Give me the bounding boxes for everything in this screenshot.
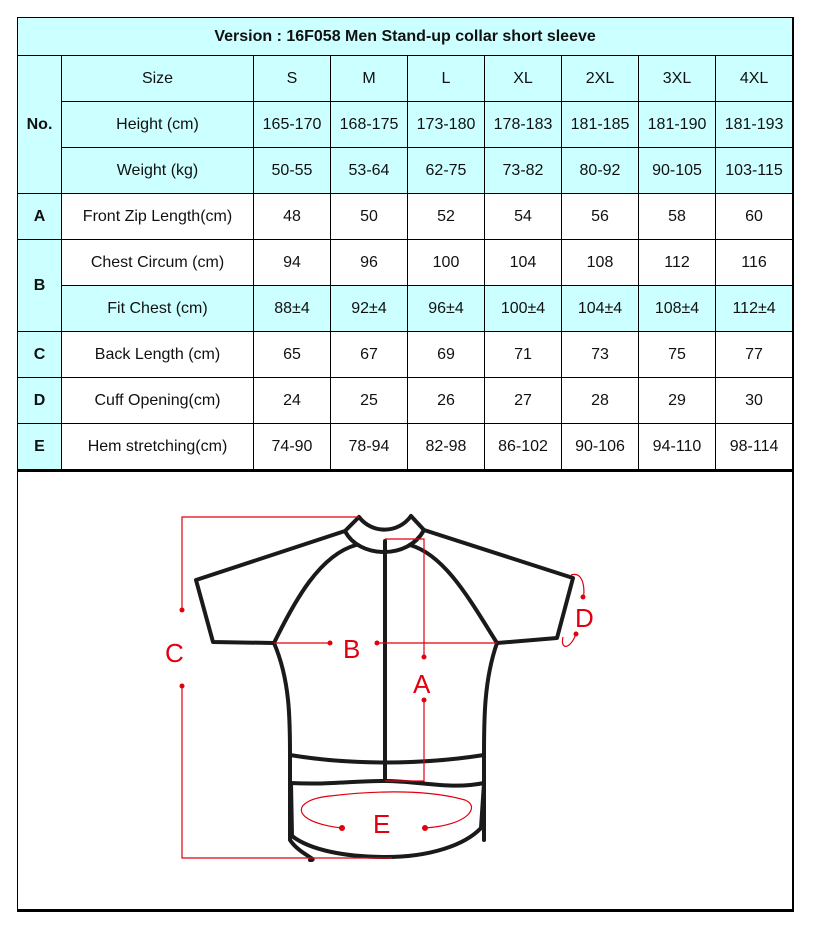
table-cell: 98-114 (716, 424, 793, 471)
table-cell: 173-180 (408, 102, 485, 148)
table-cell: 50 (331, 194, 408, 240)
table-cell: 96±4 (408, 286, 485, 332)
row-label: Back Length (cm) (62, 332, 254, 378)
table-cell: 29 (639, 378, 716, 424)
label-e: E (373, 809, 391, 839)
size-header: L (408, 56, 485, 102)
table-cell: 96 (331, 240, 408, 286)
table-cell: 78-94 (331, 424, 408, 471)
fit-chest-row (18, 286, 793, 332)
table-cell: 24 (254, 378, 331, 424)
table-cell: 181-185 (562, 102, 639, 148)
size-chart (17, 17, 792, 472)
title-row (18, 18, 793, 56)
measurement-dots (180, 595, 586, 832)
chest-circum-row (18, 240, 793, 286)
hem-stretching-row (18, 424, 793, 471)
row-code: B (18, 240, 62, 332)
row-code: C (18, 332, 62, 378)
table-cell: 26 (408, 378, 485, 424)
table-cell: 73 (562, 332, 639, 378)
table-cell: 86-102 (485, 424, 562, 471)
table-cell: 108 (562, 240, 639, 286)
table-cell: 181-193 (716, 102, 793, 148)
row-label: Hem stretching(cm) (62, 424, 254, 471)
table-cell: 25 (331, 378, 408, 424)
size-row (18, 56, 793, 102)
label-c: C (165, 638, 184, 668)
weight-row (18, 148, 793, 194)
label-d: D (575, 603, 594, 633)
row-label: Height (cm) (62, 102, 254, 148)
table-cell: 112±4 (716, 286, 793, 332)
table-cell: 92±4 (331, 286, 408, 332)
cuff-opening-row (18, 378, 793, 424)
size-header: 2XL (562, 56, 639, 102)
table-cell: 178-183 (485, 102, 562, 148)
size-header: 4XL (716, 56, 793, 102)
table-title: Version : 16F058 Men Stand-up collar short sleeve (18, 18, 793, 56)
table-cell: 90-105 (639, 148, 716, 194)
row-label: Weight (kg) (62, 148, 254, 194)
table-cell: 112 (639, 240, 716, 286)
row-label: Front Zip Length(cm) (62, 194, 254, 240)
table-cell: 116 (716, 240, 793, 286)
table-cell: 50-55 (254, 148, 331, 194)
table-cell: 100 (408, 240, 485, 286)
size-header: M (331, 56, 408, 102)
label-b: B (343, 634, 361, 664)
height-row (18, 102, 793, 148)
size-header: 3XL (639, 56, 716, 102)
table-cell: 80-92 (562, 148, 639, 194)
table-cell: 90-106 (562, 424, 639, 471)
table-cell: 100±4 (485, 286, 562, 332)
jersey-measurement-diagram (18, 470, 791, 908)
table-cell: 58 (639, 194, 716, 240)
table-cell: 56 (562, 194, 639, 240)
size-label: Size (62, 56, 254, 102)
table-cell: 104 (485, 240, 562, 286)
table-cell: 88±4 (254, 286, 331, 332)
table-cell: 94-110 (639, 424, 716, 471)
table-cell: 53-64 (331, 148, 408, 194)
row-label: Cuff Opening(cm) (62, 378, 254, 424)
table-cell: 67 (331, 332, 408, 378)
table-cell: 82-98 (408, 424, 485, 471)
jersey-illustration (18, 470, 791, 908)
measurement-lines (182, 517, 584, 858)
size-header: XL (485, 56, 562, 102)
table-cell: 74-90 (254, 424, 331, 471)
back-length-row (18, 332, 793, 378)
row-label: Fit Chest (cm) (62, 286, 254, 332)
row-code: A (18, 194, 62, 240)
row-code: E (18, 424, 62, 471)
row-label: Chest Circum (cm) (62, 240, 254, 286)
table-cell: 108±4 (639, 286, 716, 332)
table-cell: 103-115 (716, 148, 793, 194)
table-cell: 73-82 (485, 148, 562, 194)
table-cell: 77 (716, 332, 793, 378)
row-code: D (18, 378, 62, 424)
table-cell: 71 (485, 332, 562, 378)
table-cell: 165-170 (254, 102, 331, 148)
label-a: A (413, 669, 431, 699)
table-cell: 48 (254, 194, 331, 240)
front-zip-row (18, 194, 793, 240)
table-cell: 168-175 (331, 102, 408, 148)
table-cell: 69 (408, 332, 485, 378)
table-cell: 60 (716, 194, 793, 240)
size-table (17, 17, 793, 472)
table-cell: 54 (485, 194, 562, 240)
table-cell: 28 (562, 378, 639, 424)
table-cell: 75 (639, 332, 716, 378)
no-label: No. (18, 56, 62, 194)
table-cell: 65 (254, 332, 331, 378)
table-cell: 30 (716, 378, 793, 424)
table-cell: 181-190 (639, 102, 716, 148)
table-cell: 27 (485, 378, 562, 424)
table-cell: 104±4 (562, 286, 639, 332)
table-cell: 94 (254, 240, 331, 286)
size-header: S (254, 56, 331, 102)
table-cell: 52 (408, 194, 485, 240)
table-cell: 62-75 (408, 148, 485, 194)
